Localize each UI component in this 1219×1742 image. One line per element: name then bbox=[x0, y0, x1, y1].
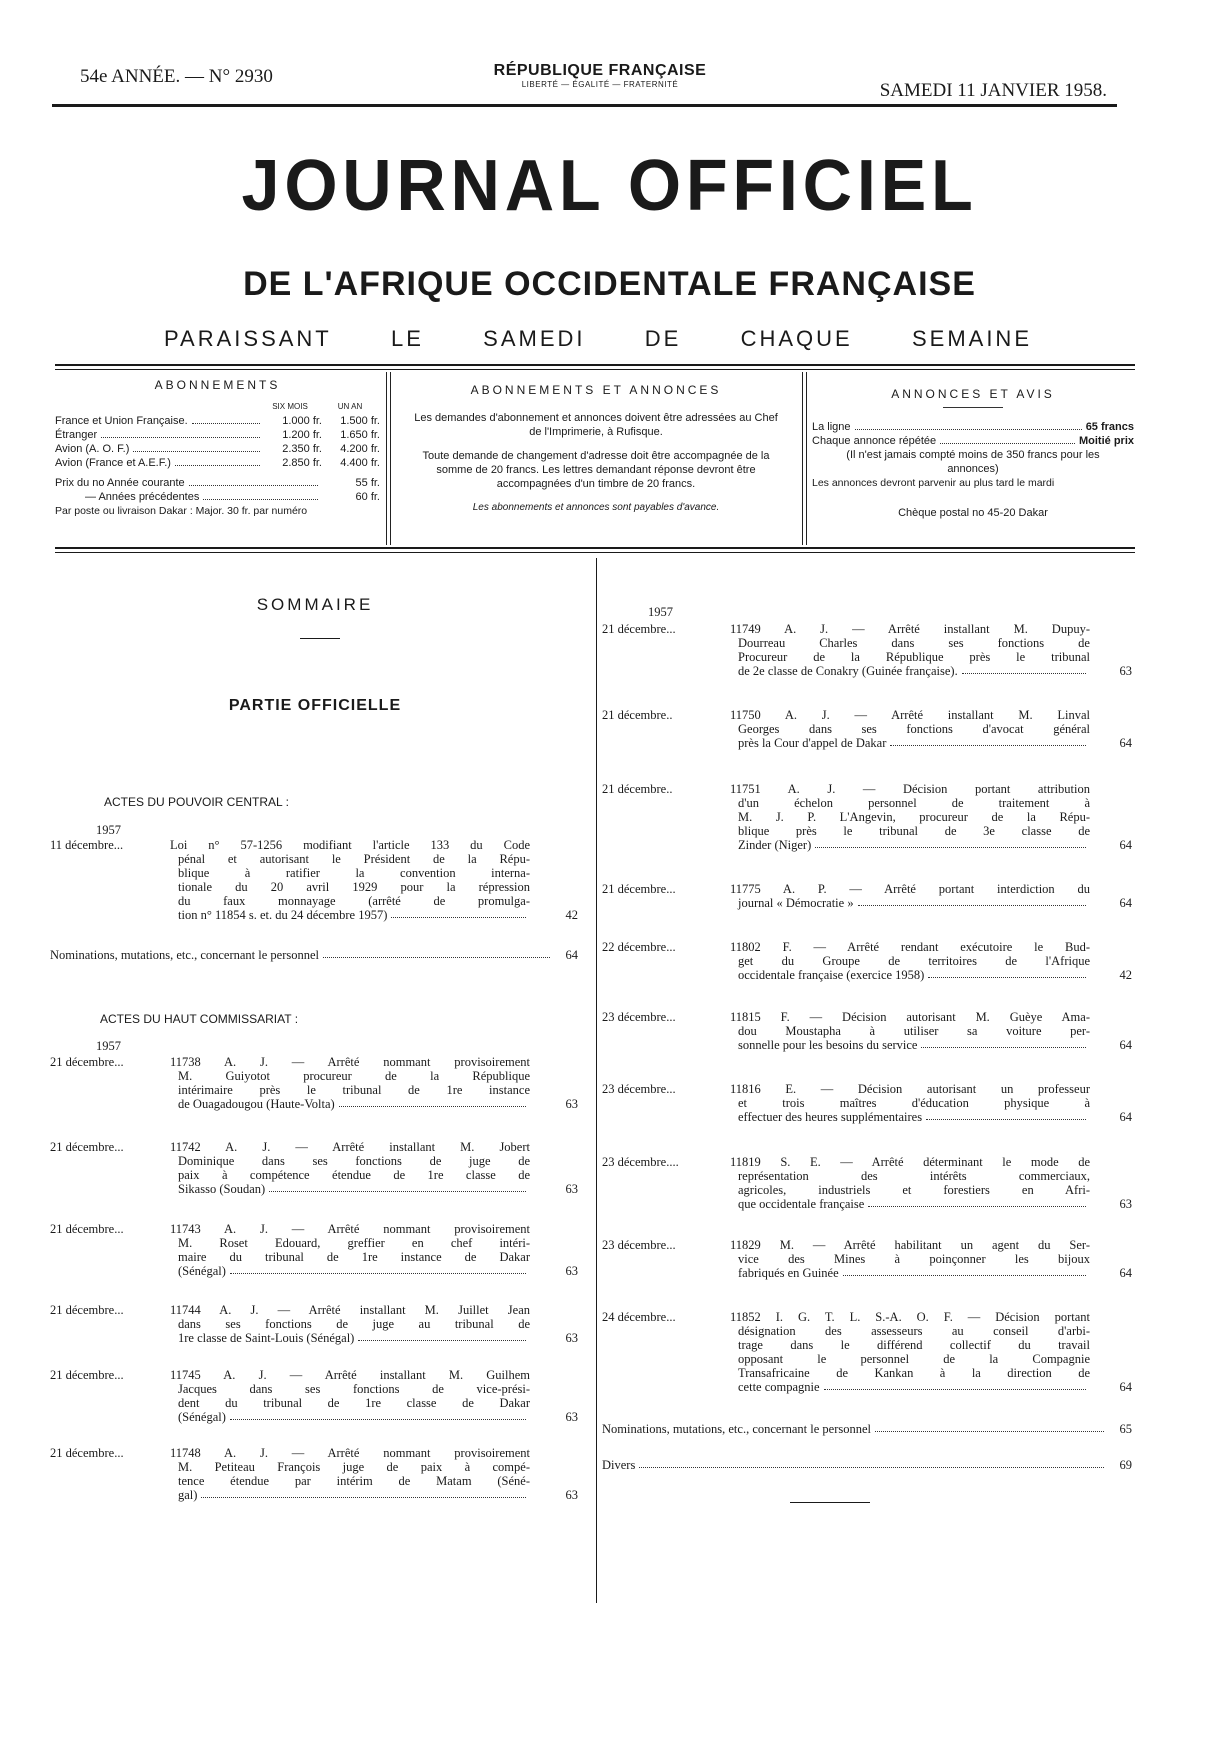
box-top-rule bbox=[55, 364, 1135, 366]
entry-line: de Ouagadougou (Haute-Volta) bbox=[178, 1097, 335, 1111]
section-haut-commissariat: ACTES DU HAUT COMMISSARIAT : bbox=[100, 1012, 299, 1026]
toc-entry bbox=[50, 1055, 578, 1115]
entry-line: 11819 S. E. — Arrêté déterminant le mode de bbox=[730, 1155, 1090, 1169]
abonnements-annonces-heading: ABONNEMENTS ET ANNONCES bbox=[470, 383, 722, 397]
toc-entry bbox=[602, 1238, 1132, 1284]
tarif-row: Étranger 1.200 fr. 1.650 fr. bbox=[55, 429, 380, 441]
entry-page: 64 bbox=[1119, 838, 1132, 852]
entry-page: 63 bbox=[565, 1097, 578, 1111]
entry-line: journal « Démocratie » bbox=[738, 896, 854, 910]
cheque-postal: Chèque postal no 45-20 Dakar bbox=[898, 507, 1048, 519]
entry-page: 63 bbox=[565, 1410, 578, 1424]
toc-entry bbox=[602, 882, 1132, 914]
journal-subtitle: DE L'AFRIQUE OCCIDENTALE FRANÇAISE bbox=[243, 265, 976, 303]
entry-page: 64 bbox=[1119, 896, 1132, 910]
entry-line: Procureur de la République près le tribunal bbox=[738, 650, 1090, 664]
entry-page: 42 bbox=[1119, 968, 1132, 982]
leader-dots bbox=[824, 1389, 1086, 1390]
entry-text bbox=[730, 940, 1090, 982]
entry-line: Dominique dans ses fonctions de juge de bbox=[178, 1154, 530, 1168]
entry-line: que occidentale française bbox=[738, 1197, 865, 1211]
toc-entry bbox=[50, 1222, 578, 1282]
entry-line: d'un échelon personnel de traitement à bbox=[738, 796, 1090, 810]
tagline-word: SAMEDI bbox=[483, 326, 586, 351]
column-divider bbox=[596, 558, 597, 1603]
entry-line: représentation des intérêts commerciaux, bbox=[738, 1169, 1090, 1183]
toc-entry bbox=[602, 1010, 1132, 1056]
leader-dots bbox=[926, 1119, 1086, 1120]
entry-text bbox=[730, 1238, 1090, 1280]
tagline-word: SEMAINE bbox=[911, 326, 1032, 351]
toc-entry bbox=[602, 622, 1132, 682]
tagline-word: PARAISSANT bbox=[164, 326, 332, 351]
box-top-rule-thin bbox=[55, 369, 1135, 370]
entry-line: dou Moustapha à utiliser sa voiture per- bbox=[738, 1024, 1090, 1038]
tarif-row: Avion (France et A.E.F.) 2.850 fr. 4.400 fr. bbox=[55, 457, 380, 469]
entry-line: Sikasso (Soudan) bbox=[178, 1182, 266, 1196]
entry-line: de 2e classe de Conakry (Guinée française). bbox=[738, 664, 958, 678]
entry-page: 63 bbox=[565, 1182, 578, 1196]
entry-line: trage dans le différend collectif du travail bbox=[738, 1338, 1090, 1352]
abonnements-annonces-p1: Les demandes d'abonnement et annonces doivent être adressées au Chef de l'Imprimerie, à Rufisque. bbox=[414, 412, 778, 438]
entry-text bbox=[730, 882, 1090, 910]
entry-text bbox=[730, 1155, 1090, 1211]
entry-text bbox=[170, 1140, 530, 1196]
entry-date: 23 décembre... bbox=[602, 1010, 676, 1024]
col-un-an: UN AN bbox=[337, 402, 363, 411]
delai-note: Les annonces devront parvenir au plus tard le mardi bbox=[812, 477, 1055, 489]
entry-text bbox=[170, 1303, 530, 1345]
entry-line: intérimaire près le tribunal de 1re instance bbox=[178, 1083, 530, 1097]
entry-date: 23 décembre... bbox=[602, 1238, 676, 1252]
entry-line: M. Guiyotot procureur de la République bbox=[178, 1069, 530, 1083]
box-divider bbox=[386, 372, 391, 545]
entry-line: pénal et autorisant le Président de la Répu- bbox=[178, 852, 530, 866]
entry-line: Dourreau Charles dans ses fonctions de bbox=[738, 636, 1090, 650]
tarif-row: Avion (A. O. F.) 2.350 fr. 4.200 fr. bbox=[55, 443, 380, 455]
minimum-note: (Il n'est jamais compté moins de 350 francs pour les annonces) bbox=[846, 449, 1100, 475]
entry-text bbox=[730, 1082, 1090, 1124]
entry-line: 11750 A. J. — Arrêté installant M. Linval bbox=[730, 708, 1090, 722]
ligne-row: La ligne 65 francs bbox=[812, 421, 1134, 433]
entry-page: 64 bbox=[1119, 1380, 1132, 1394]
entry-line: maire du tribunal de 1re instance de Dakar bbox=[178, 1250, 530, 1264]
leader-dots bbox=[339, 1106, 526, 1107]
issue-number: 54e ANNÉE. — N° 2930 bbox=[80, 66, 273, 87]
entry-page: 63 bbox=[565, 1488, 578, 1502]
entry-page: 63 bbox=[565, 1331, 578, 1345]
leader-dots bbox=[230, 1419, 526, 1420]
entry-line: Jacques dans ses fonctions de vice-prési- bbox=[178, 1382, 530, 1396]
entry-date: 21 décembre... bbox=[602, 622, 676, 636]
entry-line: 11829 M. — Arrêté habilitant un agent du Ser- bbox=[730, 1238, 1090, 1252]
entry-text bbox=[730, 1310, 1090, 1394]
entry-line: sonnelle pour les besoins du service bbox=[738, 1038, 918, 1052]
entry-page: 42 bbox=[565, 908, 578, 922]
box-divider bbox=[802, 372, 807, 545]
prix-row: Prix du no Année courante 55 fr. bbox=[55, 477, 380, 489]
entry-page: 64 bbox=[1119, 1110, 1132, 1124]
col-six-mois: SIX MOIS bbox=[272, 402, 308, 411]
prix-row: — Années précédentes 60 fr. bbox=[85, 491, 380, 503]
entry-date: 21 décembre... bbox=[50, 1222, 124, 1236]
entry-text bbox=[170, 1055, 530, 1111]
tagline-word: DE bbox=[644, 326, 682, 351]
leader-dots bbox=[391, 917, 526, 918]
entry-line: M. Roset Edouard, greffier en chef intéri- bbox=[178, 1236, 530, 1250]
abonnements-annonces-p2: Toute demande de changement d'adresse doit être accompagnée de la somme de 20 francs. Les lettres demandant réponse devront être accompagnées d'un timbre de 20 francs. bbox=[422, 450, 770, 490]
header-rule bbox=[52, 104, 1117, 107]
leader-dots bbox=[921, 1047, 1086, 1048]
right-year-label: 1957 bbox=[648, 605, 673, 619]
leader-dots bbox=[843, 1275, 1086, 1276]
toc-entry bbox=[50, 838, 578, 926]
entry-line: 11748 A. J. — Arrêté nommant provisoirement bbox=[170, 1446, 530, 1460]
entry-line: cette compagnie bbox=[738, 1380, 820, 1394]
leader-dots bbox=[358, 1340, 526, 1341]
entry-line: tion n° 11854 s. et. du 24 décembre 1957) bbox=[178, 908, 388, 922]
entry-text bbox=[170, 838, 530, 922]
entry-page: 64 bbox=[1119, 1038, 1132, 1052]
entry-line: 11749 A. J. — Arrêté installant M. Dupuy- bbox=[730, 622, 1090, 636]
entry-date: 24 décembre... bbox=[602, 1310, 676, 1324]
entry-date: 21 décembre... bbox=[50, 1368, 124, 1382]
entry-line: 11852 I. G. T. L. S.-A. O. F. — Décision portant bbox=[730, 1310, 1090, 1324]
entry-line: Loi n° 57-1256 modifiant l'article 133 du Code bbox=[170, 838, 530, 852]
entry-line: 11738 A. J. — Arrêté nommant provisoirement bbox=[170, 1055, 530, 1069]
entry-line: agricoles, industriels et forestiers en Afri- bbox=[738, 1183, 1090, 1197]
entry-line: 11816 E. — Décision autorisant un professeur bbox=[730, 1082, 1090, 1096]
annonces-avis-heading: ANNONCES ET AVIS bbox=[891, 387, 1055, 401]
sommaire-heading: SOMMAIRE bbox=[256, 595, 374, 614]
entry-date: 21 décembre.. bbox=[602, 782, 673, 796]
box-bottom-rule-thin bbox=[55, 552, 1135, 553]
leader-dots bbox=[868, 1206, 1086, 1207]
entry-text bbox=[730, 708, 1090, 750]
entry-page: 63 bbox=[1119, 664, 1132, 678]
leader-dots bbox=[269, 1191, 526, 1192]
entry-line: get du Groupe de territoires de l'Afrique bbox=[738, 954, 1090, 968]
entry-line: M. J. P. L'Angevin, procureur de la Répu- bbox=[738, 810, 1090, 824]
poste-note: Par poste ou livraison Dakar : Major. 30 fr. par numéro bbox=[55, 505, 308, 517]
entry-text bbox=[730, 782, 1090, 852]
leader-dots bbox=[815, 847, 1086, 848]
divers-row: Divers 69 bbox=[602, 1458, 1132, 1472]
entry-line: du faux monnayage (arrêté de promulga- bbox=[178, 894, 530, 908]
entry-line: près la Cour d'appel de Dakar bbox=[738, 736, 887, 750]
entry-date: 21 décembre... bbox=[50, 1446, 124, 1460]
entry-line: 11775 A. P. — Arrêté portant interdiction du bbox=[730, 882, 1090, 896]
box-bottom-rule bbox=[55, 547, 1135, 549]
tarif-row: France et Union Française. 1.000 fr. 1.500 fr. bbox=[55, 415, 380, 427]
toc-entry bbox=[602, 1155, 1132, 1215]
entry-line: Zinder (Niger) bbox=[738, 838, 812, 852]
entry-line: 11742 A. J. — Arrêté installant M. Jobert bbox=[170, 1140, 530, 1154]
sommaire-rule bbox=[300, 638, 340, 639]
entry-line: 1re classe de Saint-Louis (Sénégal) bbox=[178, 1331, 355, 1345]
section-pouvoir-central: ACTES DU POUVOIR CENTRAL : bbox=[104, 795, 289, 809]
entry-line: opposant le personnel de la Compagnie bbox=[738, 1352, 1090, 1366]
toc-entry bbox=[602, 782, 1132, 856]
abonnements-annonces-p3: Les abonnements et annonces sont payables d'avance. bbox=[472, 502, 720, 513]
abonnements-heading: ABONNEMENTS bbox=[154, 378, 281, 392]
journal-tagline bbox=[164, 326, 1032, 352]
entry-line: 11744 A. J. — Arrêté installant M. Juillet Jean bbox=[170, 1303, 530, 1317]
entry-date: 23 décembre... bbox=[602, 1082, 676, 1096]
tagline-word: LE bbox=[391, 326, 424, 351]
toc-entry bbox=[602, 708, 1132, 754]
entry-line: Georges dans ses fonctions d'avocat général bbox=[738, 722, 1090, 736]
entry-text bbox=[730, 622, 1090, 678]
republic-motto: LIBERTÉ — ÉGALITÉ — FRATERNITÉ bbox=[521, 80, 679, 89]
entry-page: 63 bbox=[565, 1264, 578, 1278]
nominations-right: Nominations, mutations, etc., concernant le personnel 65 bbox=[602, 1422, 1132, 1436]
abonnements-box bbox=[55, 378, 380, 518]
entry-date: 21 décembre.. bbox=[602, 708, 673, 722]
entry-date: 21 décembre... bbox=[50, 1055, 124, 1069]
toc-entry bbox=[602, 1082, 1132, 1128]
leader-dots bbox=[928, 977, 1086, 978]
nominations-left: Nominations, mutations, etc., concernant le personnel 64 bbox=[50, 948, 578, 962]
entry-line: dent du tribunal de 1re classe de Dakar bbox=[178, 1396, 530, 1410]
entry-line: 11743 A. J. — Arrêté nommant provisoirement bbox=[170, 1222, 530, 1236]
entry-line: occidentale française (exercice 1958) bbox=[738, 968, 925, 982]
leader-dots bbox=[890, 745, 1086, 746]
toc-entry bbox=[50, 1140, 578, 1200]
leader-dots bbox=[201, 1497, 526, 1498]
journal-title: JOURNAL OFFICIEL bbox=[241, 146, 978, 226]
end-rule bbox=[790, 1502, 870, 1503]
leader-dots bbox=[230, 1273, 526, 1274]
entry-date: 23 décembre.... bbox=[602, 1155, 679, 1169]
entry-text bbox=[170, 1446, 530, 1502]
entry-date: 22 décembre... bbox=[602, 940, 676, 954]
entry-line: Transafricaine de Kankan à la direction de bbox=[738, 1366, 1090, 1380]
entry-date: 21 décembre... bbox=[50, 1303, 124, 1317]
entry-line: M. Petiteau François juge de paix à compé- bbox=[178, 1460, 530, 1474]
republic-title: RÉPUBLIQUE FRANÇAISE bbox=[493, 62, 707, 79]
entry-page: 64 bbox=[1119, 1266, 1132, 1280]
entry-line: 11802 F. — Arrêté rendant exécutoire le Bud- bbox=[730, 940, 1090, 954]
repetee-row: Chaque annonce répétée Moitié prix bbox=[812, 435, 1134, 447]
entry-line: blique à ratifier la convention interna- bbox=[178, 866, 530, 880]
entry-line: (Sénégal) bbox=[178, 1410, 226, 1424]
republic-block bbox=[440, 62, 760, 89]
entry-line: fabriqués en Guinée bbox=[738, 1266, 839, 1280]
annonces-avis-rule bbox=[943, 407, 1003, 408]
entry-line: paix à compétence étendue de 1re classe de bbox=[178, 1168, 530, 1182]
entry-date: 21 décembre... bbox=[602, 882, 676, 896]
leader-dots bbox=[962, 673, 1086, 674]
partie-officielle: PARTIE OFFICIELLE bbox=[228, 697, 402, 714]
entry-date: 21 décembre... bbox=[50, 1140, 124, 1154]
toc-entry bbox=[602, 940, 1132, 986]
toc-entry bbox=[50, 1303, 578, 1349]
entry-line: 11745 A. J. — Arrêté installant M. Guilhem bbox=[170, 1368, 530, 1382]
entry-line: (Sénégal) bbox=[178, 1264, 226, 1278]
entry-line: 11751 A. J. — Décision portant attribution bbox=[730, 782, 1090, 796]
entry-line: blique près le tribunal de 3e classe de bbox=[738, 824, 1090, 838]
leader-dots bbox=[858, 905, 1086, 906]
entry-line: tence étendue par intérim de Matam (Séné- bbox=[178, 1474, 530, 1488]
toc-entry bbox=[50, 1368, 578, 1428]
toc-entry bbox=[50, 1446, 578, 1506]
entry-text bbox=[170, 1368, 530, 1424]
annonces-avis-box bbox=[812, 387, 1134, 520]
tagline-word: CHAQUE bbox=[740, 326, 853, 351]
entry-line: tionale du 20 avril 1929 pour la répression bbox=[178, 880, 530, 894]
entry-line: gal) bbox=[178, 1488, 198, 1502]
entry-line: et trois maîtres d'éducation physique à bbox=[738, 1096, 1090, 1110]
entry-line: 11815 F. — Décision autorisant M. Guèye Ama- bbox=[730, 1010, 1090, 1024]
entry-line: désignation des assesseurs au conseil d'arbi- bbox=[738, 1324, 1090, 1338]
entry-line: effectuer des heures supplémentaires bbox=[738, 1110, 923, 1124]
year-label: 1957 bbox=[96, 823, 121, 837]
entry-line: dans ses fonctions de juge au tribunal de bbox=[178, 1317, 530, 1331]
year-label: 1957 bbox=[96, 1039, 121, 1053]
toc-entry bbox=[602, 1310, 1132, 1398]
issue-date: SAMEDI 11 JANVIER 1958. bbox=[879, 80, 1107, 101]
entry-page: 63 bbox=[1119, 1197, 1132, 1211]
entry-text bbox=[730, 1010, 1090, 1052]
entry-page: 64 bbox=[1119, 736, 1132, 750]
abonnements-colheads bbox=[55, 400, 380, 414]
entry-date: 11 décembre... bbox=[50, 838, 124, 852]
abonnements-annonces-box bbox=[398, 383, 794, 515]
entry-line: vice des Mines à poinçonner les bijoux bbox=[738, 1252, 1090, 1266]
entry-text bbox=[170, 1222, 530, 1278]
